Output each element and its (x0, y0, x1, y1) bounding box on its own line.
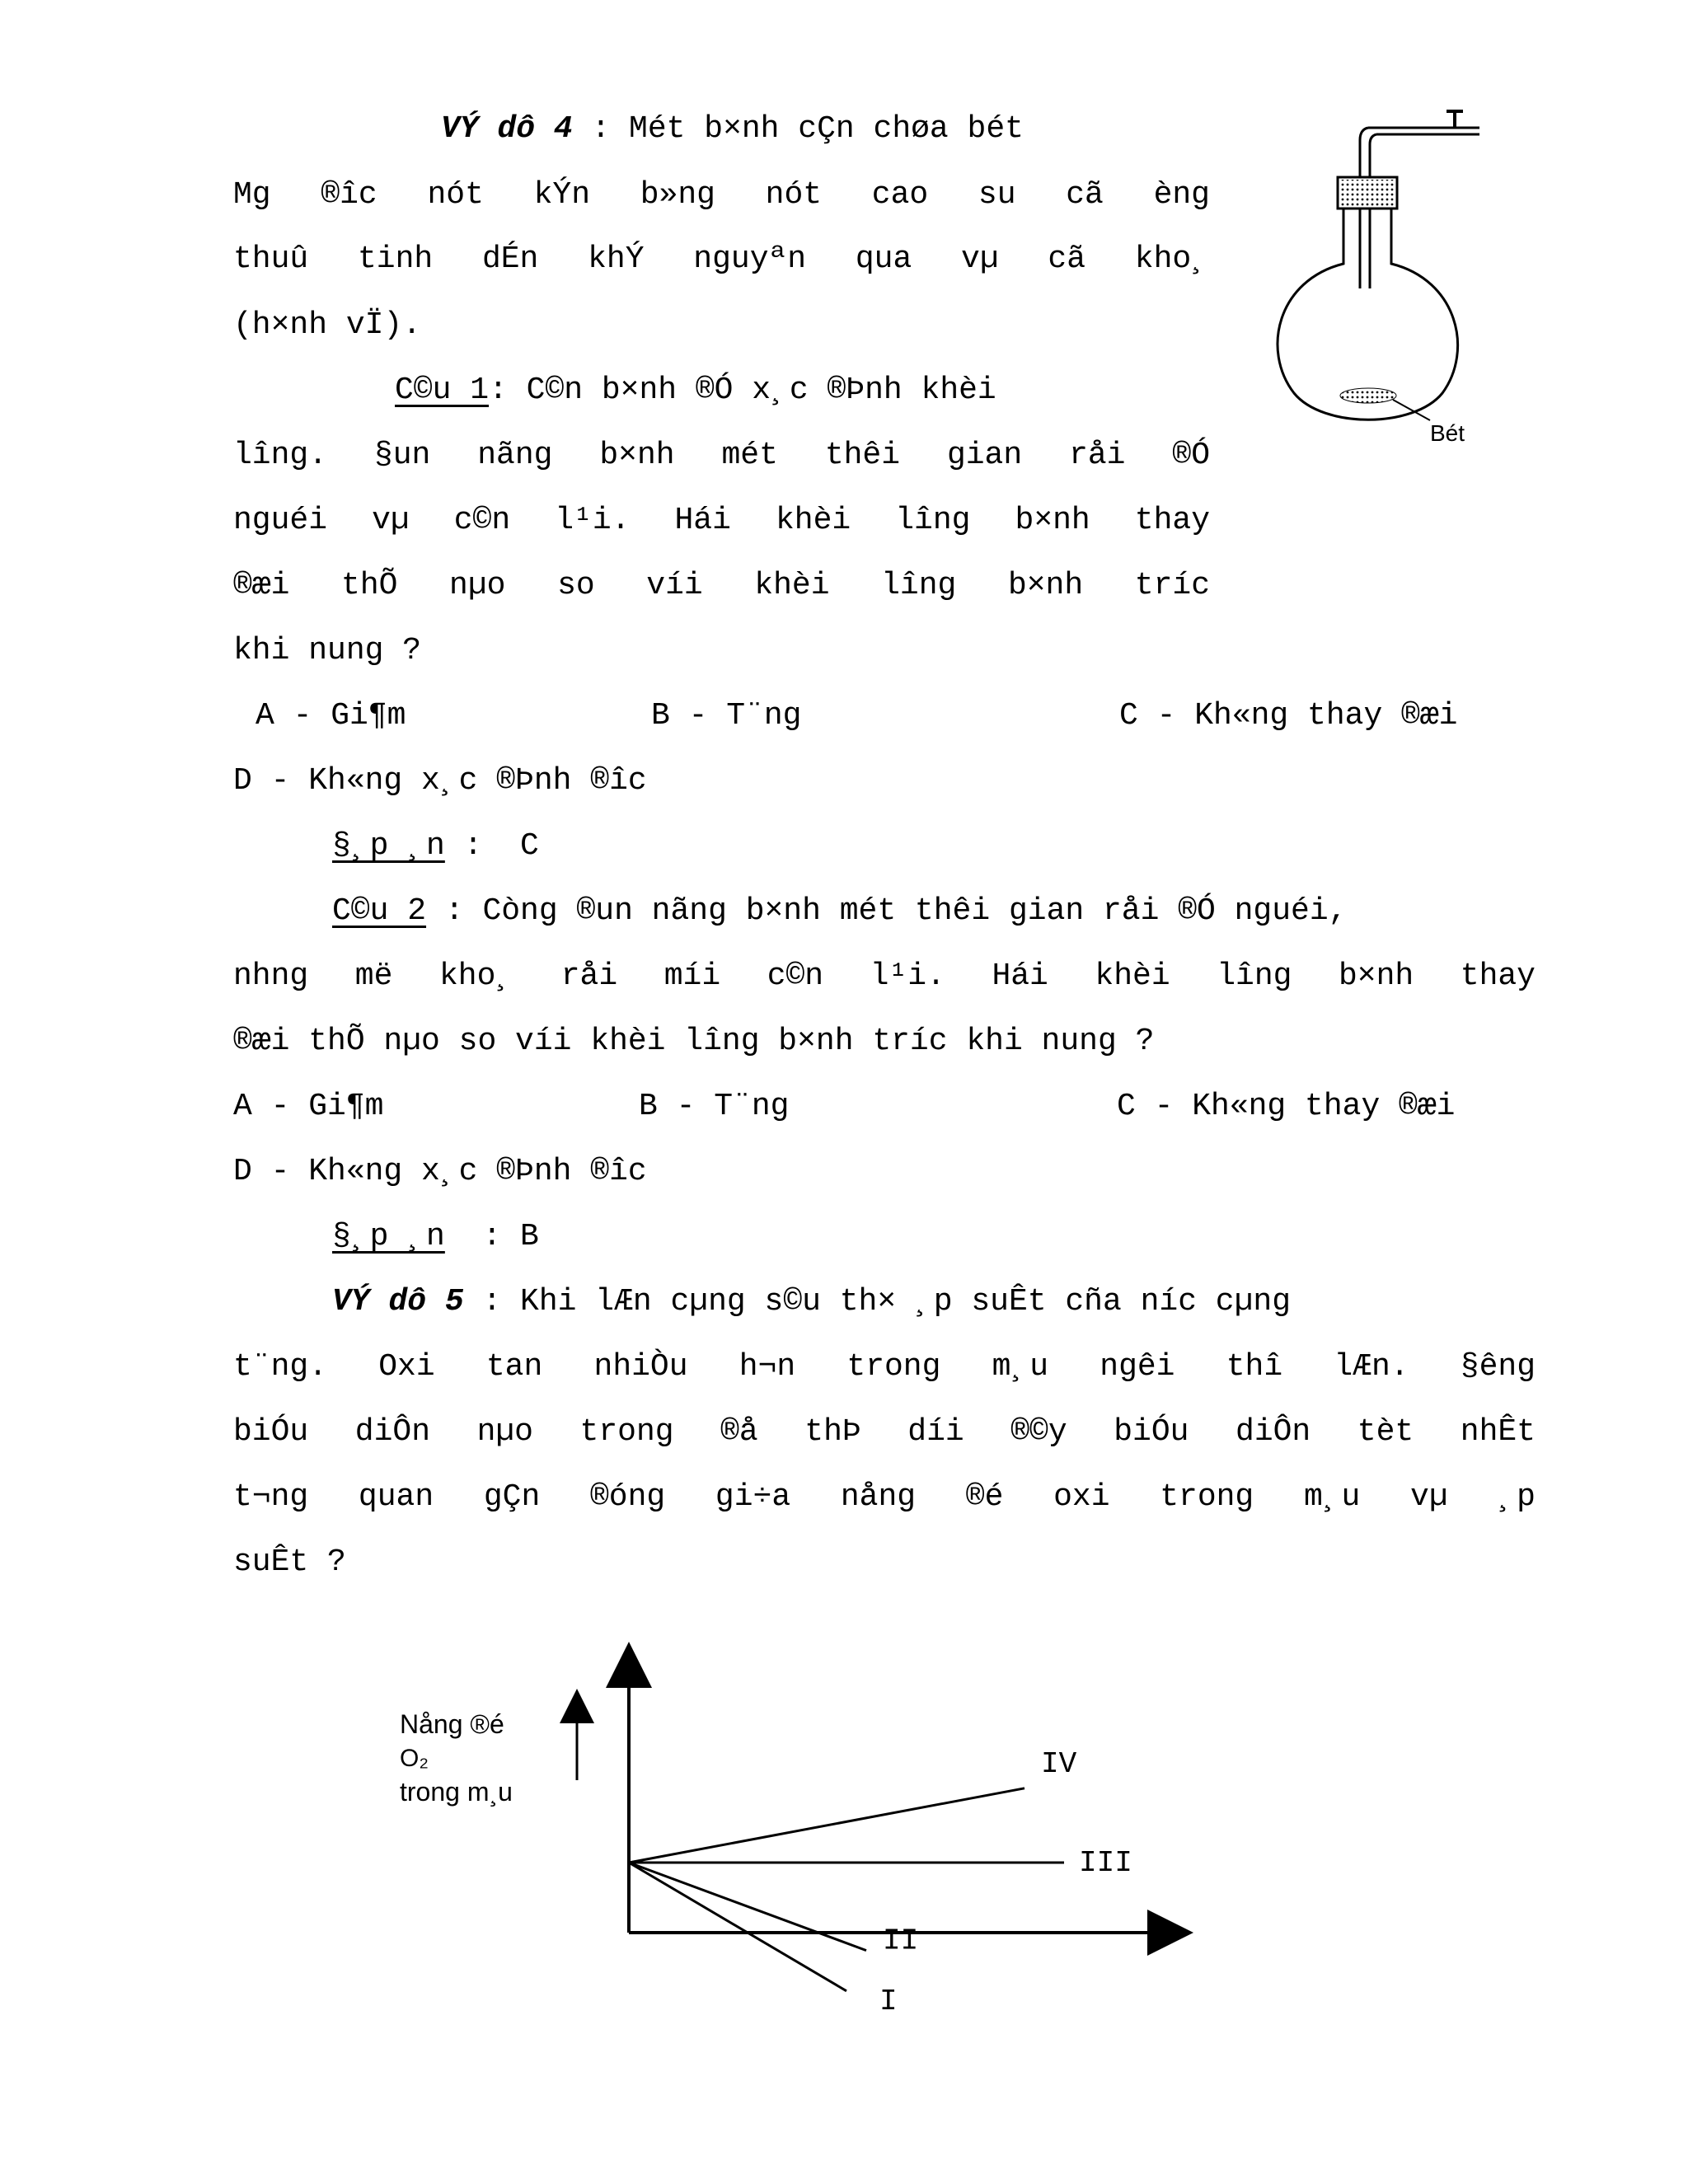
ylabel-line-3: trong m¸u (400, 1777, 513, 1807)
ex5-text-1: : Khi lÆn cµng s©u th× ¸p suÊt cña níc cµng (482, 1284, 1292, 1319)
series-line-i (629, 1863, 846, 1991)
ex4-line-4: (h×nh vÏ). (233, 307, 422, 343)
answer-value-1: : C (463, 828, 539, 864)
ex5-line-5: suÊt ? (233, 1544, 346, 1580)
stopper-texture (1340, 180, 1395, 206)
ex4-line-2: Mg ®îc nót kÝn b»ng nót cao su cã èng (233, 177, 1210, 213)
ex4-line-1 (233, 109, 1210, 150)
q2-line-3: ®æi thÕ nµo so víi khèi lîng b×nh tríc khi nung ? (233, 1024, 1155, 1059)
q2-option-d: D - Kh«ng x¸c ®Þnh ®îc (233, 1154, 647, 1189)
ex5-line-2: t¨ng. Oxi tan nhiÒu h¬n trong m¸u ngêi thî lÆn. §êng (233, 1349, 1536, 1385)
ylabel-line-2: O₂ (400, 1745, 429, 1772)
q2-answer (332, 1216, 539, 1258)
q1-option-d: D - Kh«ng x¸c ®Þnh ®îc (233, 763, 647, 799)
ex4-text-1: : Mét b×nh cÇn chøa bét (591, 111, 1024, 147)
series-label-ii: II (883, 1924, 919, 1958)
answer-label-2: §¸p ¸n (332, 1219, 445, 1254)
series-line-iv (629, 1788, 1025, 1863)
q1-line-2: lîng. §un nãng b×nh mét thêi gian råi ®Ó (233, 438, 1210, 473)
flask-illustration (1261, 103, 1500, 449)
q2-option-a: A - Gi¶m (233, 1089, 384, 1124)
q1-text-1: : C©n b×nh ®Ó x¸c ®Þnh khèi (489, 373, 996, 408)
series-label-iii: III (1079, 1846, 1132, 1880)
chart-svg (387, 1648, 1212, 2018)
q1-line-4: ®æi thÕ nµo so víi khèi lîng b×nh tríc (233, 568, 1210, 603)
q2-text-1: : Còng ®un nãng b×nh mét thêi gian råi ®Ó nguéi, (444, 893, 1348, 929)
powder-pile (1340, 388, 1396, 403)
series-label-iv: IV (1041, 1746, 1077, 1781)
ex4-line-3: thuû tinh dÉn khÝ nguyªn qua vµ cã kho¸ (233, 241, 1210, 277)
q1-option-a: A - Gi¶m (256, 698, 406, 733)
flask-label: Bét (1430, 420, 1465, 446)
q1-line-1 (233, 370, 1210, 411)
answer-value-2: : B (482, 1219, 539, 1254)
q2-option-c: C - Kh«ng thay ®æi (1117, 1089, 1456, 1124)
q1-option-c: C - Kh«ng thay ®æi (1119, 698, 1458, 733)
ex5-line-3: biÓu diÔn nµo trong ®å thÞ díi ®©y biÓu diÔn tèt nhÊt (233, 1414, 1536, 1450)
q1-line-5: khi nung ? (233, 633, 422, 668)
q1-line-3: nguéi vµ c©n l¹i. Hái khèi lîng b×nh thay (233, 503, 1210, 538)
q1-answer (332, 826, 539, 867)
q2-line-1 (332, 891, 1536, 932)
q2-line-2: nhng më kho¸ råi míi c©n l¹i. Hái khèi lîng b×nh thay (233, 958, 1536, 994)
q1-option-b: B - T¨ng (651, 698, 802, 733)
answer-label-1: §¸p ¸n (332, 828, 445, 864)
tube-inner (1370, 134, 1376, 288)
series-group (629, 1747, 1132, 2018)
q2-option-b: B - T¨ng (639, 1089, 790, 1124)
oxygen-pressure-chart (387, 1648, 1212, 2018)
ex5-line-1 (332, 1282, 1536, 1323)
series-label-i: I (879, 1984, 898, 2018)
q2-label: C©u 2 (332, 893, 427, 929)
ylabel-line-1: Nång ®é (400, 1709, 504, 1739)
ex5-title: VÝ dô 5 (332, 1284, 464, 1319)
series-line-ii (629, 1863, 866, 1951)
ex4-title: VÝ dô 4 (441, 111, 573, 147)
q1-label: C©u 1 (395, 373, 490, 408)
ex5-line-4: t¬ng quan gÇn ®óng gi÷a nång ®é oxi trong m¸u vµ ¸p (233, 1479, 1536, 1515)
